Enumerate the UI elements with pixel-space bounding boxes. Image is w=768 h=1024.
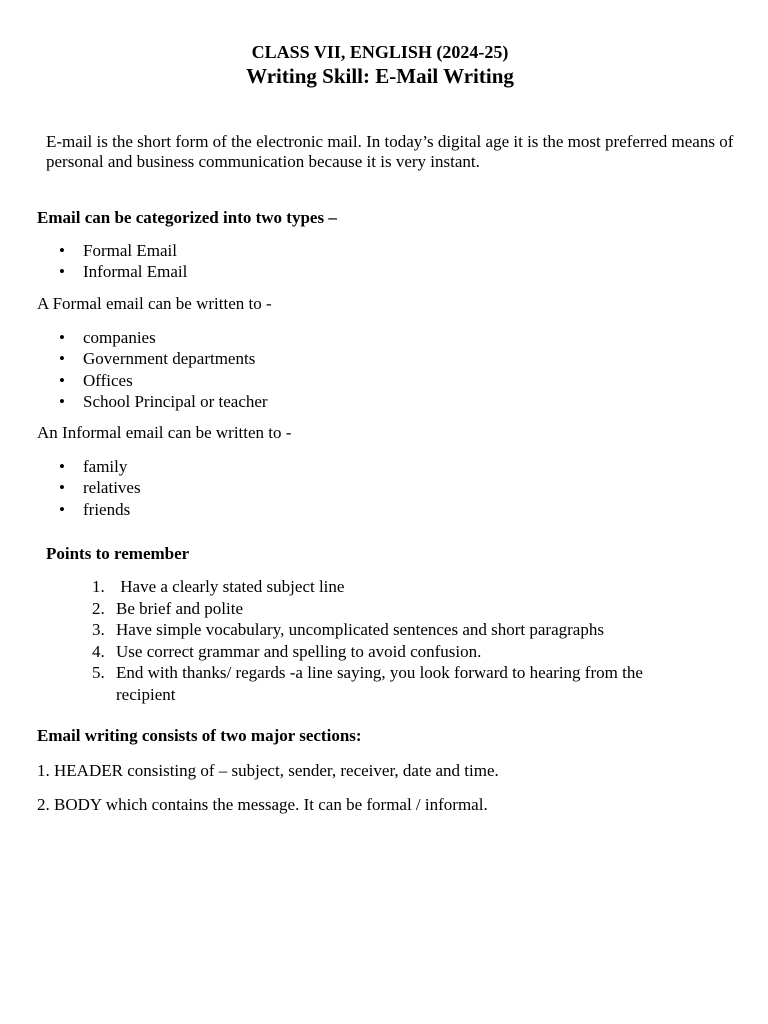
informal-list (37, 456, 141, 520)
list-item: • Government departments (37, 348, 268, 369)
list-item (92, 576, 672, 598)
list-item (92, 619, 672, 641)
header-section-line: 1. HEADER consisting of – subject, sender, receiver, date and time. (37, 761, 499, 780)
list-number: 4. (92, 641, 105, 661)
page-title: Writing Skill: E-Mail Writing (246, 64, 514, 88)
types-heading: Email can be categorized into two types – (37, 208, 337, 227)
list-item (92, 662, 672, 705)
list-item: • School Principal or teacher (37, 391, 268, 412)
list-item: • relatives (37, 477, 141, 498)
types-list (37, 240, 187, 283)
list-item: • Offices (37, 370, 268, 391)
formal-intro: A Formal email can be written to - (37, 294, 272, 313)
points-heading: Points to remember (46, 544, 190, 563)
list-text: Use correct grammar and spelling to avoid confusion. (116, 641, 482, 661)
list-item: • Informal Email (37, 261, 187, 282)
informal-intro: An Informal email can be written to - (37, 423, 292, 442)
list-text: End with thanks/ regards -a line saying, you look forward to hearing from the recipient (116, 663, 643, 704)
list-text: Have simple vocabulary, uncomplicated sentences and short paragraphs (116, 620, 604, 639)
list-number: 5. (92, 663, 105, 682)
list-number: 2. (92, 598, 105, 618)
title-block (0, 41, 760, 90)
points-list (92, 576, 672, 705)
list-item: • family (37, 456, 141, 477)
list-number: 3. (92, 620, 105, 639)
class-title: CLASS VII, ENGLISH (2024-25) (251, 42, 509, 62)
intro-paragraph: E-mail is the short form of the electronic mail. In today’s digital age it is the most preferred means of personal and business communication because it is very instant. (46, 132, 734, 171)
list-text: Be brief and polite (116, 598, 243, 618)
sections-heading: Email writing consists of two major sections: (37, 726, 362, 745)
list-item: • Formal Email (37, 240, 187, 261)
body-section-line: 2. BODY which contains the message. It can be formal / informal. (37, 795, 488, 814)
list-item: • friends (37, 499, 141, 520)
list-item (92, 641, 672, 663)
list-item (92, 598, 672, 620)
list-item: • companies (37, 327, 268, 348)
list-text: Have a clearly stated subject line (116, 577, 345, 596)
formal-list (37, 327, 268, 412)
list-number: 1. (92, 577, 105, 596)
